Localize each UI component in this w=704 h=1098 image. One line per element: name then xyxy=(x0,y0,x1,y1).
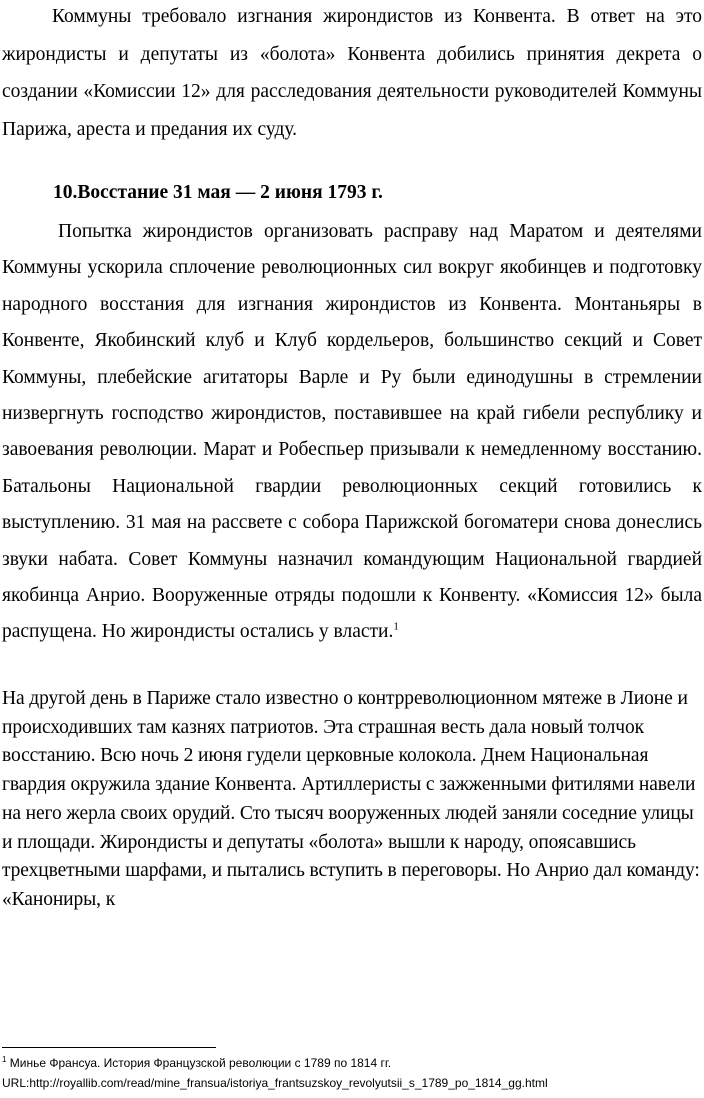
footnote-text: Минье Франсуа. История Французской революции с 1789 по 1814 гг. xyxy=(6,1056,392,1070)
footnote-reference[interactable]: 1 xyxy=(393,620,399,633)
paragraph-3: На другой день в Париже стало известно о контрреволюционном мятеже в Лионе и происходивших там казнях патриотов. Эта страшная весть дала новый толчок восстанию. Всю ночь 2 июня гудели церковные колокола. Днем Национальная гвардия окружила здание Конвента. Артиллеристы с зажженными фитилями навели на него жерла своих орудий. Сто тысяч вооруженных людей заняли соседние улицы и площади. Жирондисты и депутаты «болота» вышли к народу, опоясавшись трехцветными шарфами, и пытались вступить в переговоры. Но Анрио дал команду: «Канониры, к xyxy=(2,688,700,910)
footnote-number: 1 xyxy=(2,1055,7,1064)
section-heading: 10.Восстание 31 мая — 2 июня 1793 г. xyxy=(53,182,383,203)
paragraph-1: Коммуны требовало изгнания жирондистов из Конвента. В ответ на это жирондисты и депутаты из «болота» Конвента добились принятия декрета о создании «Комиссии 12» для расследования деятельности руководителей Коммуны Парижа, ареста и предания их суду. xyxy=(2,6,702,140)
footnote-divider xyxy=(2,1047,216,1048)
footnote-citation xyxy=(2,1054,702,1073)
paragraph-2 xyxy=(2,214,702,651)
paragraph-2-text: Попытка жирондистов организовать расправу над Маратом и деятелями Коммуны ускорила сплочение революционных сил вокруг якобинцев и подготовку народного восстания для изгнания жирондистов из Конвента. Монтаньяры в Конвенте, Якобинский клуб и Клуб кордельеров, большинство секций и Совет Коммуны, плебейские агитаторы Варле и Ру были единодушны в стремлении низвергнуть господство жирондистов, поставившее на край гибели республику и завоевания революции. Марат и Робеспьер призывали к немедленному восстанию. Батальоны Национальной гвардии революционных секций готовились к выступлению. 31 мая на рассвете с собора Парижской богоматери снова донеслись звуки набата. Совет Коммуны назначил командующим Национальной гвардией якобинца Анрио. Вооруженные отряды подошли к Конвенту. «Комиссия 12» была распущена. Но жирондисты остались у власти. xyxy=(2,221,702,643)
footnote-url-link[interactable]: URL:http://royallib.com/read/mine_fransua/istoriya_frantsuzskoy_revolyutsii_s_1789_po_1814_gg.html xyxy=(2,1076,548,1090)
